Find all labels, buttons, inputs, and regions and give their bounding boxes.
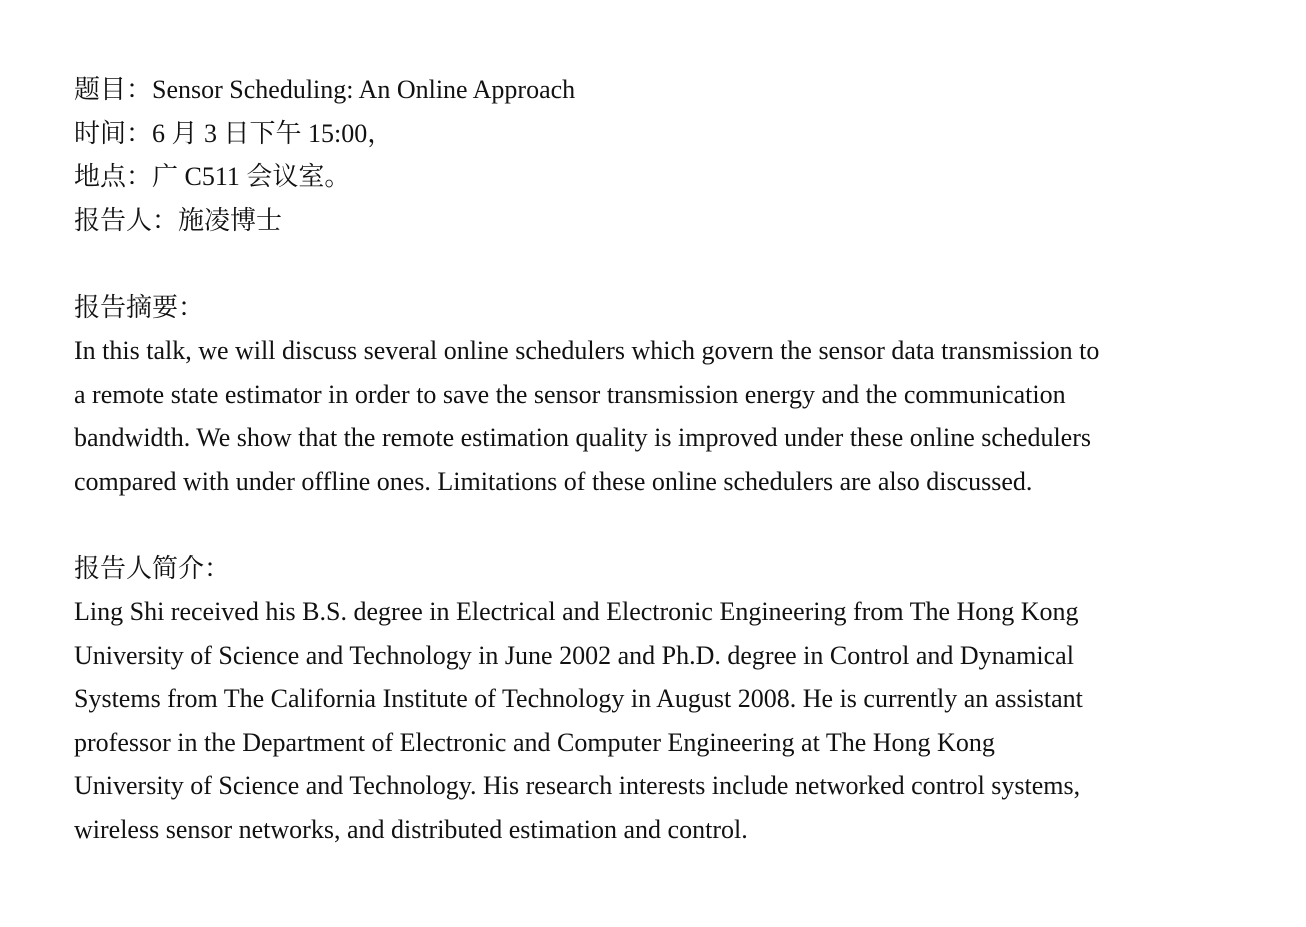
abstract-section <box>74 286 1234 504</box>
bio-section <box>74 547 1234 852</box>
abstract-line: a remote state estimator in order to save the sensor transmission energy and the communication <box>74 379 1066 409</box>
talk-speaker: 报告人：施凌博士 <box>74 205 283 235</box>
abstract-heading: 报告摘要： <box>74 292 205 322</box>
abstract-line: In this talk, we will discuss several online schedulers which govern the sensor data transmission to <box>74 336 1100 365</box>
bio-line: professor in the Department of Electronic and Computer Engineering at The Hong Kong <box>74 727 995 757</box>
talk-info <box>74 68 1234 242</box>
bio-line: wireless sensor networks, and distributed estimation and control. <box>74 814 748 844</box>
spacer <box>74 503 1234 547</box>
bio-line: University of Science and Technology. His research interests include networked control systems, <box>74 771 1081 800</box>
spacer <box>74 242 1234 286</box>
abstract-line: bandwidth. We show that the remote estimation quality is improved under these online schedulers <box>74 423 1091 452</box>
talk-location: 地点：广 C511 会议室。 <box>74 162 351 191</box>
bio-heading: 报告人简介： <box>74 553 231 583</box>
abstract-line: compared with under offline ones. Limitations of these online schedulers are also discussed. <box>74 466 1033 496</box>
document-page <box>74 68 1234 851</box>
bio-line: Systems from The California Institute of Technology in August 2008. He is currently an assistant <box>74 684 1083 713</box>
bio-line: Ling Shi received his B.S. degree in Electrical and Electronic Engineering from The Hong Kong <box>74 597 1079 626</box>
talk-title: 题目：Sensor Scheduling: An Online Approach <box>74 75 576 104</box>
talk-time: 时间：6 月 3 日下午 15:00， <box>74 118 394 148</box>
bio-line: University of Science and Technology in June 2002 and Ph.D. degree in Control and Dynamical <box>74 640 1074 670</box>
